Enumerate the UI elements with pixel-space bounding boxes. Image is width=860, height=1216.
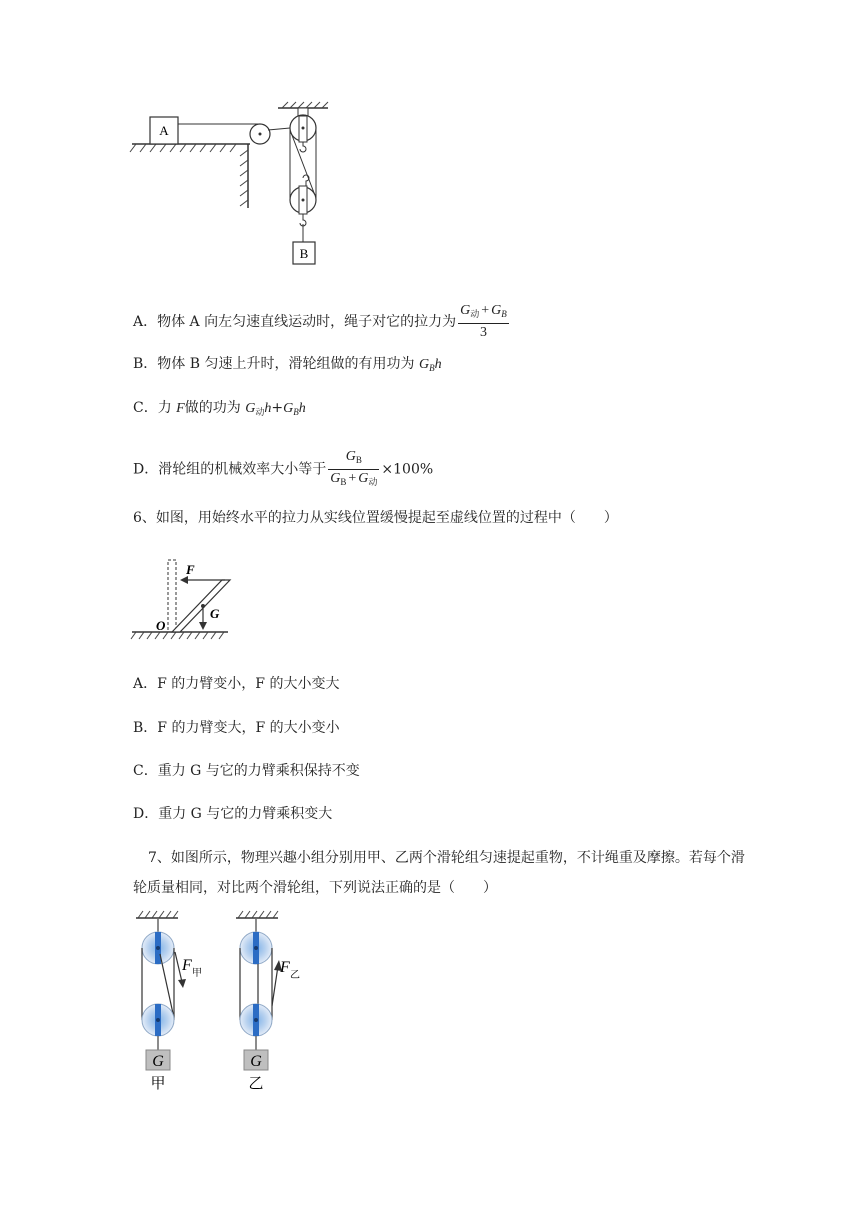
q5-a-num-sub1: 动 <box>470 309 480 319</box>
q5-option-a-fraction <box>458 303 509 341</box>
q7-left-f-label: F <box>182 957 192 974</box>
q6-option-c: C．重力 G 与它的力臂乘积保持不变 <box>133 763 360 779</box>
q6-stem: 6、如图，用始终水平的拉力从实线位置缓慢提起至虚线位置的过程中（ ） <box>133 510 618 526</box>
q5-d-num-sub: B <box>355 455 362 465</box>
q5-d-num-g: G <box>345 449 356 464</box>
q5-d-den-g2: G <box>358 471 369 486</box>
q7-left-caption: 甲 <box>150 1076 166 1092</box>
q5-c-formula-plus: + <box>271 400 284 416</box>
q6-fig-g-label: G <box>210 606 220 621</box>
q7-right-caption: 乙 <box>248 1076 264 1092</box>
q5-option-d-text: D．滑轮组的机械效率大小等于 <box>133 461 327 478</box>
q5-c-formula-sub2: B <box>293 407 299 417</box>
q5-d-den-g1: G <box>330 471 341 486</box>
q7-group-jia <box>136 911 202 1092</box>
q6-option-d: D．重力 G 与它的力臂乘积变大 <box>133 806 333 822</box>
q5-d-den-sub1: B <box>340 477 347 487</box>
q5-pulley-figure <box>128 100 368 270</box>
q6-fig-o-label: O <box>156 618 166 633</box>
q5-a-num-plus: + <box>481 303 490 318</box>
q5-d-den-plus: + <box>348 471 357 486</box>
q6-option-b: B．F 的力臂变大，F 的大小变小 <box>133 720 340 736</box>
q5-b-formula-sub: B <box>429 363 435 373</box>
q5-d-den-sub2: 动 <box>368 477 378 487</box>
q5-c-formula-h1: h <box>264 401 272 416</box>
q6-option-a: A．F 的力臂变小，F 的大小变大 <box>133 676 340 692</box>
q5-option-b-text: B．物体 B 匀速上升时，滑轮组做的有用功为 <box>133 356 415 372</box>
q5-option-c-mid: 做的功为 <box>184 400 241 416</box>
q6-fig-f-label: F <box>186 562 195 577</box>
q5-c-formula-sub1: 动 <box>255 408 265 418</box>
q7-right-g-label: G <box>250 1053 262 1070</box>
q5-a-num-g1: G <box>460 303 471 318</box>
q6-lever-figure <box>128 548 238 648</box>
q5-option-d-fraction <box>328 449 379 490</box>
q5-b-formula-g: G <box>418 357 430 372</box>
q5-option-a-text: A．物体 A 向左匀速直线运动时，绳子对它的拉力为 <box>133 314 457 330</box>
q5-c-formula-h2: h <box>298 401 306 416</box>
q5-option-c <box>133 398 306 423</box>
q5-option-a <box>133 303 511 341</box>
q5-c-f: F <box>176 401 185 416</box>
q7-stem-line2: 轮质量相同，对比两个滑轮组，下列说法正确的是（ ） <box>133 880 497 896</box>
q7-left-g-label: G <box>152 1053 164 1070</box>
q7-right-f-sub: 乙 <box>290 970 300 981</box>
q5-option-b <box>133 354 442 378</box>
q5-a-num-g2: G <box>491 303 502 318</box>
q5-c-formula-g1: G <box>245 401 256 416</box>
q7-left-f-sub: 甲 <box>192 968 202 979</box>
q5-d-tail: ×100% <box>381 461 434 478</box>
block-a-label: A <box>159 123 169 138</box>
q5-b-formula-h: h <box>434 357 442 372</box>
q5-c-formula-g2: G <box>283 401 294 416</box>
q7-group-yi <box>236 911 300 1092</box>
q7-pulley-figure <box>128 908 318 1093</box>
block-b-label: B <box>299 246 309 261</box>
q5-a-num-sub2: B <box>501 309 507 319</box>
q7-right-f-label: F <box>280 959 290 976</box>
q7-stem-line1: 7、如图所示，物理兴趣小组分别用甲、乙两个滑轮组匀速提起重物，不计绳重及摩擦。若每个滑 <box>148 850 745 866</box>
q5-option-d <box>133 449 433 490</box>
q5-a-den: 3 <box>479 325 487 340</box>
q5-option-c-text: C．力 <box>133 400 172 416</box>
